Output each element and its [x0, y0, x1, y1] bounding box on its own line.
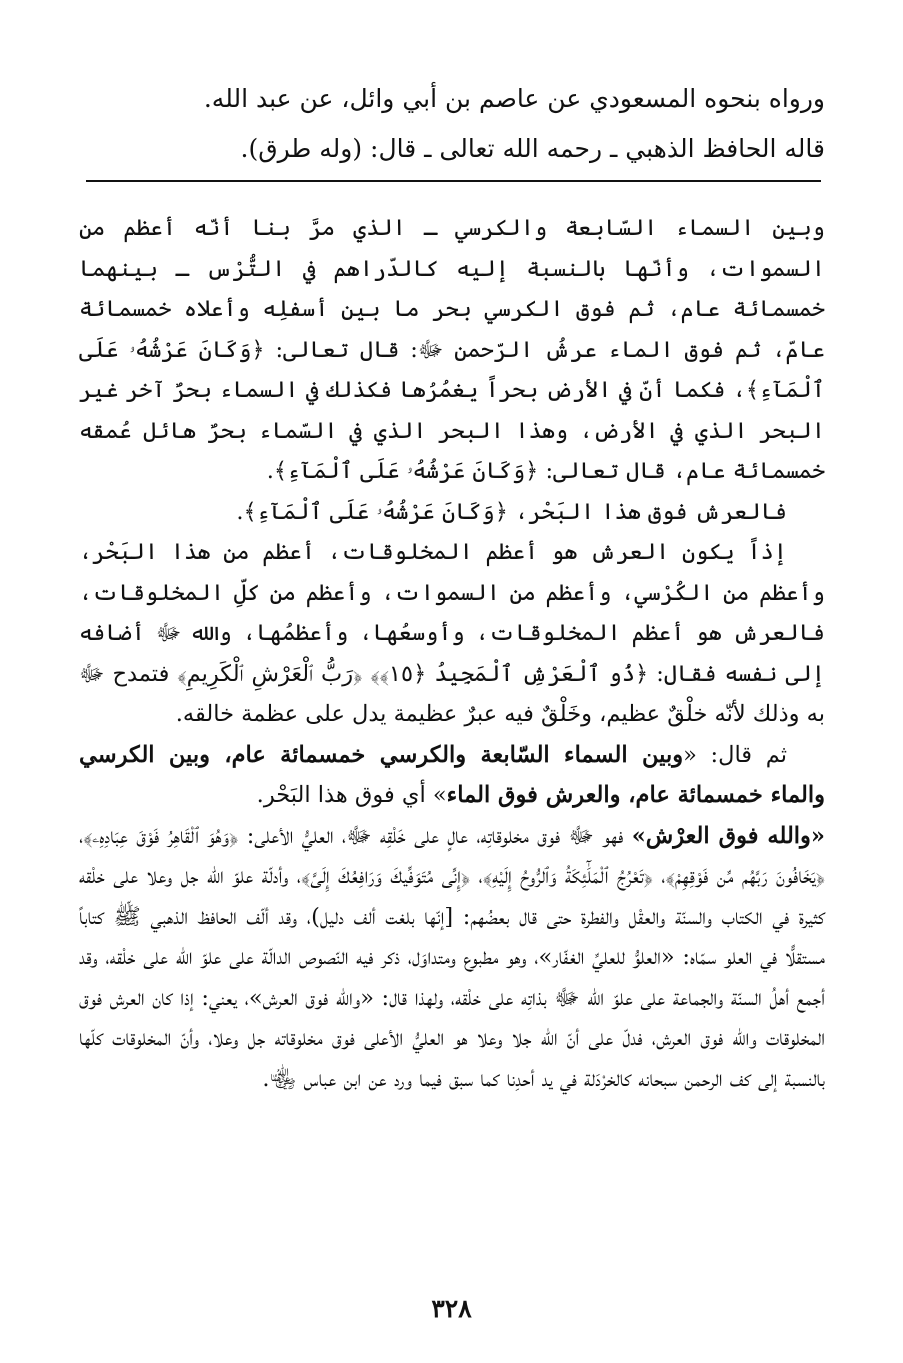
paragraph-4-lead: ثم قال: « — [683, 741, 787, 768]
paragraph-4-tail: » أي فوق هذا البَحْر. — [256, 782, 447, 808]
main-text — [79, 208, 825, 1099]
footnote-line-2: قاله الحافظ الذهبي ـ رحمه الله تعالى ـ قال: (وله طرق). — [240, 134, 825, 163]
paragraph-5-text: فهو ﷻ فوق مخلوقاتِه، عالٍ على خَلْقِه ﷻ، العليُّ الأعلى: ﴿وَهُوَ ٱلْقَاهِرُ فَوْقَ عِبَادِهِۦ﴾، ﴿يَخَافُونَ رَبَّهُم مِّن فَوْقِهِمْ﴾، ﴿تَعْرُجُ ٱلْمَلَٰٓئِكَةُ وَٱلرُّوحُ إِلَيْهِ﴾، ﴿إِنِّى مُتَوَفِّيكَ وَرَافِعُكَ إِلَىَّ﴾، وأدلّة علوّ الله جل وعلا على خلْقه كثيرة في الكتاب والسنّة والعقْل والفطرة حتى قال بعضُهم: [إنّها بلغت ألف دليل)، وقد ألّف الحافظ الذهبي ﷺ كتاباً مستقلًّا في العلو سمّاه: «العلوُّ للعليِّ الغفّار»، وهو مطبوع ومتداوَل، ذكر فيه النّصوص الدالّة على علوّ الله على خلْقه، وقد أجمع أهلُ السنّة والجماعة على علوّ الله ﷻ بذاتِه على خلْقه، ولهذا قال: «والله فوق العرش»، يعني: إذا كان العرش فوق المخلوقات والله فوق العرش، فدلّ على أنّ الله جلا وعلا هو العليُّ الأعلى فوق مخلوقاته جل وعلا، وأنّ المخلوقات كلّها بالنسبة إلى كف الرحمن سبحانه كالخرْدَلة في يد أحدِنا كما سبق فيما ورد عن ابن عباس ﵄. — [79, 822, 825, 1092]
paragraph-1: وبين السماء السّابعة والكرسي ـ الذي مرَّ بنا أنّه أعظم من السموات، وأنّها بالنسبة إليه كالدّراهم في التُّرْس ـ بينهما خمسمائة عام، ثم فوق الكرسي بحر ما بين أسفلِه وأعلاه خمسمائة عامّ، ثم فوق الماء عرشُ الرّحمن ﷻ: قال تعالى: ﴿وَكَانَ عَرْشُهُۥ عَلَى ٱلْمَآءِ﴾، فكما أنّ في الأرض بحراً يغمُرُها فكذلك في السماء بحرٌ آخر غير البحر الذي في الأرض، وهذا البحر الذي في السّماء بحرٌ هائل عُمقه خمسمائة عام، قال تعالى: ﴿وَكَانَ عَرْشُهُۥ عَلَى ٱلْمَآءِ﴾. — [79, 215, 825, 484]
footnote-line-1: ورواه بنحوه المسعودي عن عاصم بن أبي وائل، عن عبد الله. — [203, 84, 825, 113]
paragraph-4 — [79, 735, 825, 816]
separator-rule — [86, 180, 821, 182]
paragraph-5-quote: «والله فوق العرْش» — [631, 822, 825, 849]
footnote — [80, 74, 825, 174]
paragraph-4-quote: وبين السماء السّابعة والكرسي خمسمائة عام، وبين الكرسي والماء خمسمائة عام، والعرش فوق الماء — [79, 741, 825, 808]
paragraph-3: إذاً يكون العرش هو أعظم المخلوقات، أعظم من هذا البَحْر، وأعظم من الكُرْسي، وأعظم من السموات، وأعظم من كلِّ المخلوقات، فالعرش هو أعظم المخلوقات، وأوسعُها، وأعظمُها، والله ﷻ أضافه إلى نفسه فقال: ﴿ذُو ٱلْعَرْشِ ٱلْمَجِيدُ ﴿١٥﴾﴾ ﴿رَبُّ ٱلْعَرْشِ ٱلْكَرِيمِ﴾ فتمدح ﷻ به وذلك لأنّه خلْقٌ عظيم، وخَلْقٌ فيه عبرٌ عظيمة يدل على عظمة خالقه. — [79, 539, 825, 727]
page-number: ٣٢٨ — [431, 1294, 472, 1323]
paragraph-5 — [79, 816, 825, 1100]
paragraph-2: فالعرش فوق هذا البَحْر، ﴿وَكَانَ عَرْشُهُۥ عَلَى ٱلْمَآءِ﴾. — [236, 498, 787, 525]
